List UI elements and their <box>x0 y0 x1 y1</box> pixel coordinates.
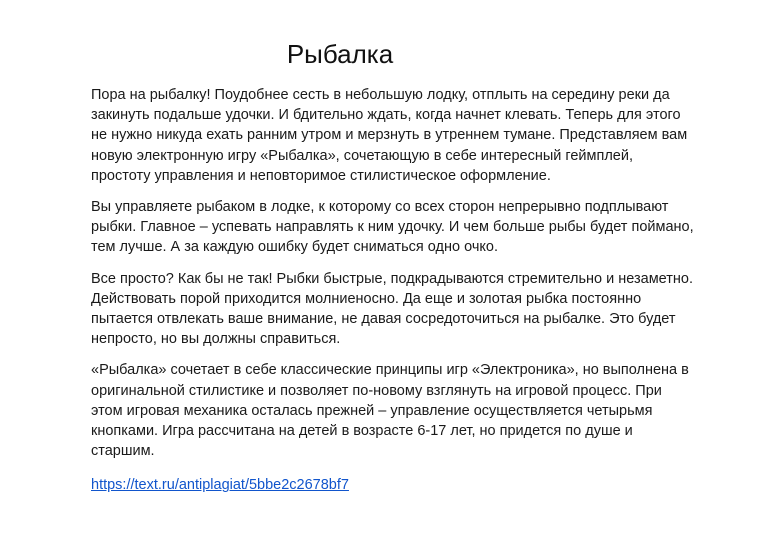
antiplagiat-link[interactable]: https://text.ru/antiplagiat/5bbe2c2678bf7 <box>91 477 349 494</box>
paragraph-gameplay: Вы управляете рыбаком в лодке, к которому со всех сторон непрерывно подплывают рыбки. Главное – успевать направлять к ним удочку. И чем больше рыбы будет поймано, тем лучше. А за каждую ошибку будет сниматься одно очко. <box>91 199 694 256</box>
page-title: Рыбалка <box>286 39 394 69</box>
paragraph-classic: «Рыбалка» сочетает в себе классические принципы игр «Электроника», но выполнена в оригинальной стилистике и позволяет по-новому взглянуть на игровой процесс. При этом игровая механика осталась прежней – управление осуществляется четырьмя кнопками. Игра рассчитана на детей в возрасте 6-17 лет, но придется по душе и старшим. <box>91 362 689 460</box>
paragraph-difficulty: Все просто? Как бы не так! Рыбки быстрые, подкрадываются стремительно и незаметно. Действовать порой приходится молниеносно. Да еще и золотая рыбка постоянно пытается отвлекать ваше внимание, не давая сосредоточиться на рыбалке. Это будет непросто, но вы должны справиться. <box>91 270 693 348</box>
paragraph-intro: Пора на рыбалку! Поудобнее сесть в небольшую лодку, отплыть на середину реки да закинуть подальше удочки. И бдительно ждать, когда начнет клевать. Теперь для этого не нужно никуда ехать ранним утром и мерзнуть в утреннем тумане. Представляем вам новую электронную игру «Рыбалка», сочетающую в себе интересный геймплей, простоту управления и неповторимое стилистическое оформление. <box>91 87 688 184</box>
document-body <box>91 85 696 495</box>
